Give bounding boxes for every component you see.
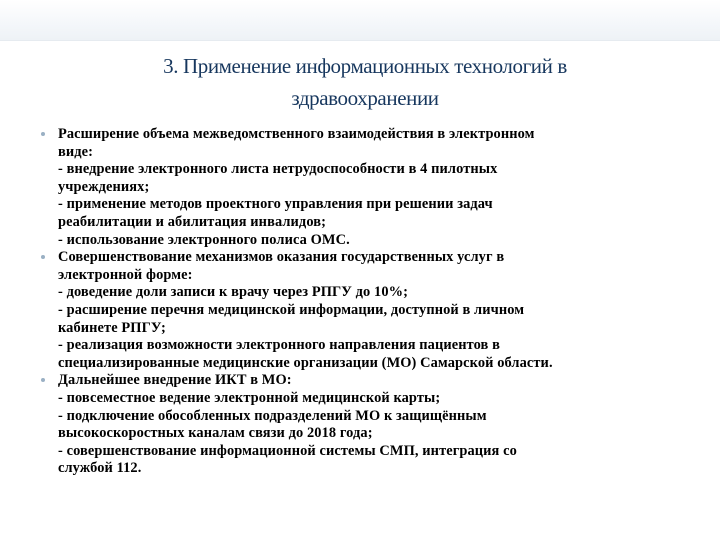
bullet-dot-icon bbox=[41, 132, 45, 136]
bullet-line: специализированные медицинские организации (МО) Самарской области. bbox=[58, 354, 553, 371]
bullet-line: - реализация возможности электронного направления пациентов в bbox=[58, 337, 500, 354]
bullet-line: электронной форме: bbox=[58, 266, 193, 283]
bullet-item-ict-rollout bbox=[40, 372, 690, 478]
bullet-line: - совершенствование информационной системы СМП, интеграция со bbox=[58, 442, 517, 459]
bullet-line: высокоскоростных каналам связи до 2018 года; bbox=[58, 425, 373, 442]
bullet-dot-icon bbox=[41, 378, 45, 382]
bullet-line: - расширение перечня медицинской информации, доступной в личном bbox=[58, 301, 525, 318]
bullet-item-interagency bbox=[40, 126, 690, 249]
bullet-line: - внедрение электронного листа нетрудоспособности в 4 пилотных bbox=[58, 161, 498, 178]
bullet-line: Расширение объема межведомственного взаимодействия в электронном bbox=[58, 126, 535, 142]
slide-title bbox=[40, 50, 690, 114]
bullet-line: - доведение доли записи к врачу через РПГУ до 10%; bbox=[58, 284, 409, 301]
bullet-line: - использование электронного полиса ОМС. bbox=[58, 231, 350, 248]
slide-title-line-2: здравоохранении bbox=[291, 86, 439, 110]
bullet-line: - повсеместное ведение электронной медицинской карты; bbox=[58, 389, 441, 406]
bullet-line: - применение методов проектного управления при решении задач bbox=[58, 196, 493, 213]
bullet-dot-icon bbox=[41, 255, 45, 259]
bullet-line: кабинете РПГУ; bbox=[58, 319, 166, 336]
slide-title-line-1: 3. Применение информационных технологий в bbox=[163, 54, 567, 78]
bullet-list bbox=[40, 126, 690, 478]
bullet-line: реабилитации и абилитация инвалидов; bbox=[58, 213, 327, 230]
bullet-line: Дальнейшее внедрение ИКТ в МО: bbox=[58, 372, 292, 389]
bullet-line: учреждениях; bbox=[58, 178, 150, 195]
bullet-line: - подключение обособленных подразделений МО к защищённым bbox=[58, 407, 487, 424]
bullet-line: службой 112. bbox=[58, 460, 142, 477]
bullet-line: Совершенствование механизмов оказания государственных услуг в bbox=[58, 249, 505, 266]
bullet-item-public-services bbox=[40, 249, 690, 372]
bullet-line: виде: bbox=[58, 143, 94, 160]
top-header-strip bbox=[0, 0, 720, 41]
